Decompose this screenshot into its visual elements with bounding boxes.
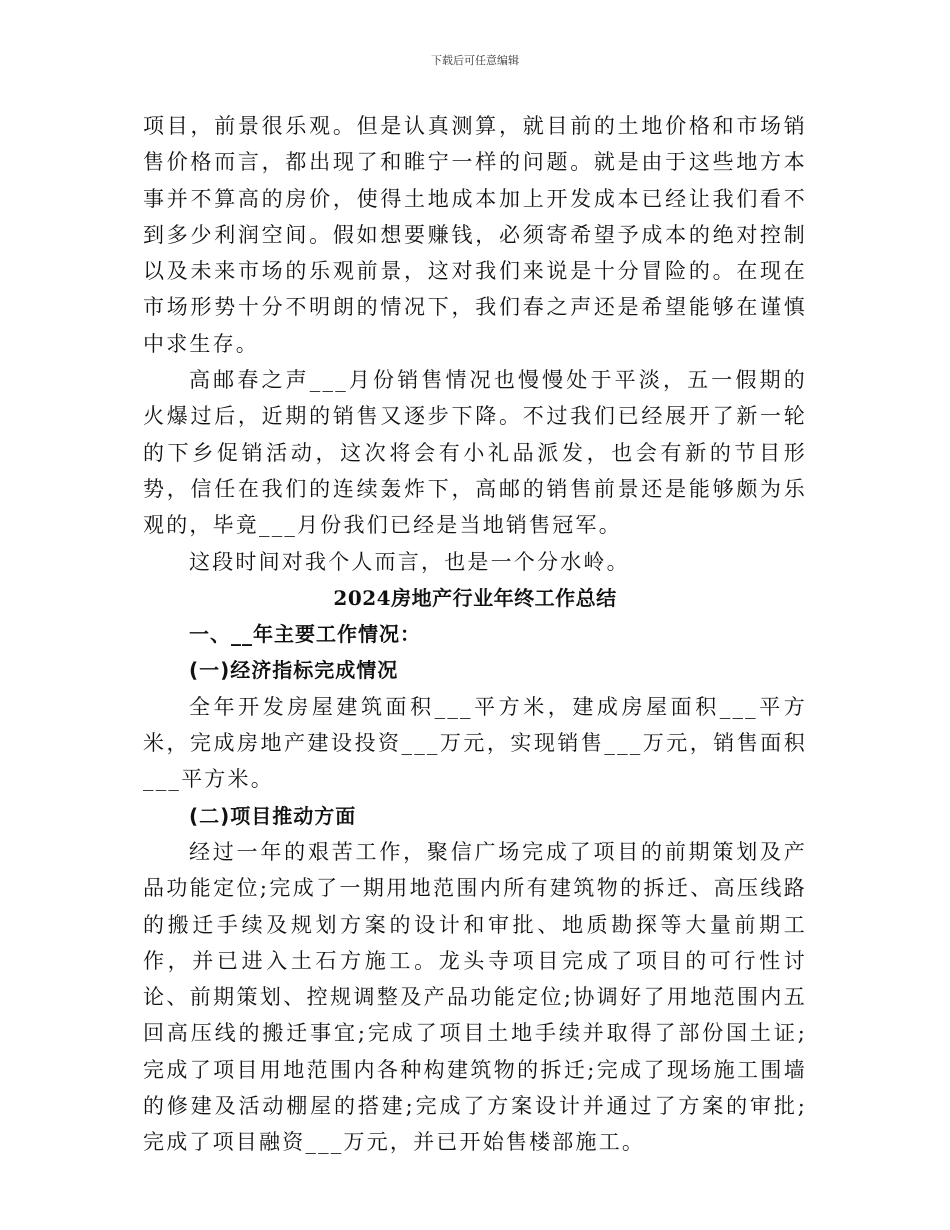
paragraph-2: 高邮春之声___月份销售情况也慢慢处于平淡，五一假期的火爆过后，近期的销售又逐步下降。不过我们已经展开了新一轮的下乡促销活动，这次将会有小礼品派发，也会有新的节目形势，信任在我们的连续轰炸下，高邮的销售前景还是能够颇为乐观的，毕竟___月份我们已经是当地销售冠军。 <box>143 368 807 538</box>
paragraph-3: 这段时间对我个人而言，也是一个分水岭。 <box>189 549 630 574</box>
paragraph-4: 全年开发房屋建筑面积___平方米，建成房屋面积___平方米，完成房地产建设投资___万元，实现销售___万元，销售面积___平方米。 <box>143 694 807 792</box>
document-title: 2024房地产行业年终工作总结 <box>333 585 617 610</box>
subsection-heading-projects: (二)项目推动方面 <box>189 803 357 828</box>
section-heading-1: 一、__年主要工作情况： <box>189 622 421 647</box>
paragraph-1: 项目，前景很乐观。但是认真测算，就目前的土地价格和市场销售价格而言，都出现了和睢宁一样的问题。就是由于这些地方本事并不算高的房价，使得土地成本加上开发成本已经让我们看不到多少利润空间。假如想要赚钱，必须寄希望予成本的绝对控制以及未来市场的乐观前景，这对我们来说是十分冒险的。在现在市场形势十分不明朗的情况下，我们春之声还是希望能够在谨慎中求生存。 <box>143 114 807 356</box>
subsection-heading-economic: (一)经济指标完成情况 <box>189 658 399 683</box>
paragraph-5: 经过一年的艰苦工作，聚信广场完成了项目的前期策划及产品功能定位;完成了一期用地范围内所有建筑物的拆迁、高压线路的搬迁手续及规划方案的设计和审批、地质勘探等大量前期工作，并已进入土石方施工。龙头寺项目完成了项目的可行性讨论、前期策划、控规调整及产品功能定位;协调好了用地范围内五回高压线的搬迁事宜;完成了项目土地手续并取得了部份国土证;完成了项目用地范围内各种构建筑物的拆迁;完成了现场施工围墙的修建及活动棚屋的搭建;完成了方案设计并通过了方案的审批;完成了项目融资___万元，并已开始售楼部施工。 <box>143 839 807 1155</box>
document-body <box>143 108 807 1161</box>
page-header: 下载后可任意编辑 <box>431 54 519 67</box>
